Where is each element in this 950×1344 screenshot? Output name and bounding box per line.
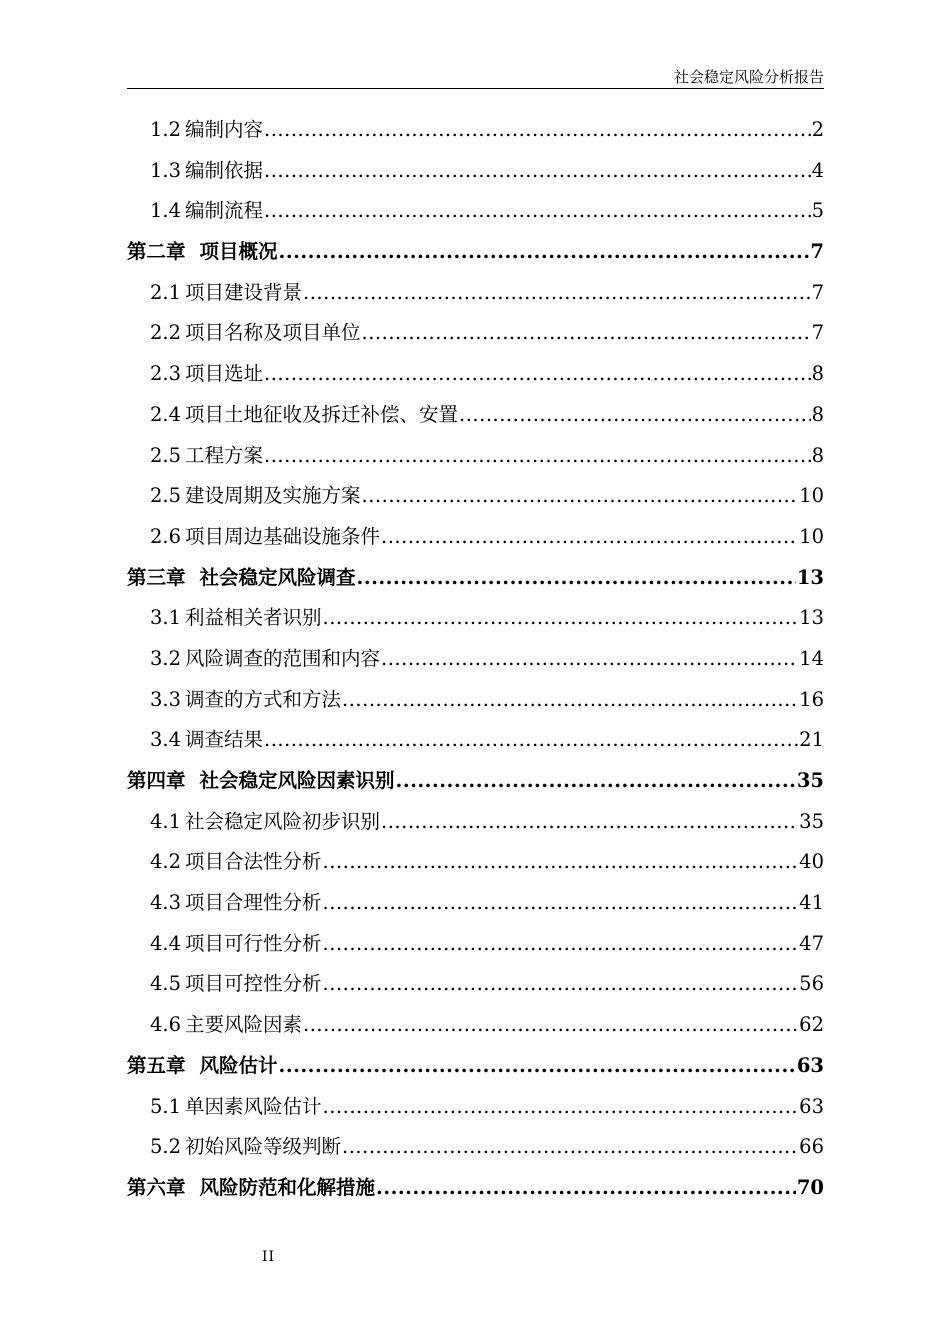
toc-entry-number: 第二章 [127,240,186,264]
toc-dot-leader [323,964,799,1005]
toc-entry-title: 工程方案 [185,443,264,467]
toc-entry-title: 项目名称及项目单位 [185,321,361,345]
toc-chapter-entry[interactable] [127,1168,824,1209]
toc-entry-number: 3.4 [150,728,182,752]
toc-section-entry[interactable] [127,476,824,517]
toc-dot-leader [376,1168,796,1209]
toc-entry-page: 8 [811,402,824,426]
toc-entry-page: 41 [799,891,824,915]
toc-section-entry[interactable] [127,354,824,395]
toc-entry-title: 项目合法性分析 [185,850,322,874]
toc-dot-leader [362,476,799,517]
toc-entry-page: 63 [796,1053,824,1077]
toc-section-entry[interactable] [127,1087,824,1128]
toc-entry-page: 8 [811,443,824,467]
toc-entry-number: 3.3 [150,687,182,711]
header-title: 社会稳定风险分析报告 [673,68,824,86]
toc-dot-leader [381,802,798,843]
toc-dot-leader [323,842,799,883]
toc-dot-leader [264,151,811,192]
toc-chapter-entry[interactable] [127,558,824,599]
toc-entry-page: 7 [811,321,824,345]
toc-section-entry[interactable] [127,598,824,639]
toc-dot-leader [342,680,798,721]
toc-entry-page: 35 [799,809,824,833]
toc-dot-leader [323,924,799,965]
toc-entry-page: 13 [799,606,824,630]
toc-dot-leader [264,191,811,232]
toc-entry-title: 项目选址 [185,362,264,386]
toc-entry-title: 编制依据 [185,158,264,182]
toc-section-entry[interactable] [127,395,824,436]
toc-entry-page: 14 [799,646,824,670]
toc-entry-title: 利益相关者识别 [185,606,322,630]
toc-dot-leader [362,313,811,354]
toc-entry-number: 4.2 [150,850,182,874]
toc-entry-number: 2.1 [150,280,182,304]
toc-dot-leader [459,395,811,436]
toc-entry-page: 63 [799,1094,824,1118]
toc-entry-page: 7 [811,280,824,304]
toc-entry-page: 56 [799,972,824,996]
toc-entry-number: 1.4 [150,199,182,223]
toc-entry-title: 建设周期及实施方案 [185,484,361,508]
toc-entry-title: 社会稳定风险初步识别 [185,809,381,833]
toc-entry-number: 4.5 [150,972,182,996]
toc-entry-page: 4 [811,158,824,182]
toc-dot-leader [264,720,798,761]
toc-entry-page: 2 [811,118,824,141]
toc-entry-number: 1.2 [150,118,182,141]
page-header [127,66,824,89]
toc-entry-title: 编制内容 [185,118,264,141]
toc-entry-number: 2.5 [150,484,182,508]
toc-entry-title: 风险调查的范围和内容 [185,646,381,670]
toc-section-entry[interactable] [127,191,824,232]
toc-entry-page: 8 [811,362,824,386]
toc-section-entry[interactable] [127,517,824,558]
toc-entry-title: 社会稳定风险因素识别 [199,769,395,792]
toc-entry-number: 第四章 [127,769,186,792]
toc-entry-title: 单因素风险估计 [185,1094,322,1118]
toc-entry-title: 风险防范和化解措施 [199,1175,376,1199]
toc-entry-title: 初始风险等级判断 [185,1135,342,1159]
toc-entry-page: 35 [796,769,824,792]
toc-entry-number: 5.1 [150,1094,182,1118]
toc-entry-page: 66 [799,1135,824,1159]
toc-dot-leader [381,517,798,558]
toc-dot-leader [279,232,810,273]
toc-entry-number: 2.3 [150,362,182,386]
toc-entry-number: 第三章 [127,565,186,589]
toc-dot-leader [396,761,796,802]
toc-dot-leader [357,558,796,599]
toc-dot-leader [323,1087,799,1128]
toc-entry-page: 47 [799,931,824,955]
toc-section-entry[interactable] [127,720,824,761]
toc-entry-title: 项目合理性分析 [185,891,322,915]
toc-entry-number: 4.6 [150,1013,182,1037]
toc-entry-title: 主要风险因素 [185,1013,303,1037]
toc-entry-title: 社会稳定风险调查 [199,565,356,589]
toc-dot-leader [342,1127,798,1168]
toc-entry-number: 4.1 [150,809,182,833]
toc-entry-number: 3.1 [150,606,182,630]
toc-entry-title: 风险估计 [199,1053,278,1077]
toc-entry-number: 2.5 [150,443,182,467]
toc-entry-number: 5.2 [150,1135,182,1159]
toc-entry-number: 2.6 [150,524,182,548]
toc-entry-page: 10 [799,524,824,548]
toc-entry-title: 项目可行性分析 [185,931,322,955]
toc-entry-title: 项目土地征收及拆迁补偿、安置 [185,402,459,426]
toc-section-entry[interactable] [127,110,824,151]
toc-entry-number: 2.4 [150,402,182,426]
toc-entry-title: 编制流程 [185,199,264,223]
toc-entry-page: 40 [799,850,824,874]
toc-section-entry[interactable] [127,436,824,477]
toc-entry-page: 5 [811,199,824,223]
toc-dot-leader [303,1005,798,1046]
toc-entry-title: 项目可控性分析 [185,972,322,996]
toc-entry-page: 21 [799,728,824,752]
toc-dot-leader [381,639,798,680]
toc-entry-title: 调查结果 [185,728,264,752]
toc-entry-title: 项目周边基础设施条件 [185,524,381,548]
toc-section-entry[interactable] [127,964,824,1005]
footer-page-number: II [262,1249,276,1265]
toc-chapter-entry[interactable] [127,1046,824,1087]
toc-dot-leader [264,436,811,477]
toc-entry-page: 10 [799,484,824,508]
toc-section-entry[interactable] [127,802,824,843]
toc-entry-number: 1.3 [150,158,182,182]
toc-dot-leader [279,1046,796,1087]
toc-entry-title: 项目建设背景 [185,280,303,304]
table-of-contents [127,110,824,1209]
toc-dot-leader [323,598,799,639]
toc-section-entry[interactable] [127,151,824,192]
toc-dot-leader [264,354,811,395]
toc-entry-title: 调查的方式和方法 [185,687,342,711]
toc-chapter-entry[interactable] [127,232,824,273]
toc-entry-page: 13 [796,565,824,589]
toc-section-entry[interactable] [127,639,824,680]
toc-entry-number: 4.4 [150,931,182,955]
toc-section-entry[interactable] [127,1127,824,1168]
toc-section-entry[interactable] [127,842,824,883]
toc-entry-number: 第五章 [127,1053,186,1077]
toc-section-entry[interactable] [127,883,824,924]
toc-section-entry[interactable] [127,1005,824,1046]
toc-dot-leader [303,273,811,314]
toc-entry-page: 16 [799,687,824,711]
toc-dot-leader [264,110,811,151]
toc-section-entry[interactable] [127,924,824,965]
toc-section-entry[interactable] [127,680,824,721]
toc-entry-page: 62 [799,1013,824,1037]
toc-entry-number: 第六章 [127,1175,186,1199]
toc-entry-number: 3.2 [150,646,182,670]
toc-dot-leader [323,883,799,924]
toc-entry-number: 4.3 [150,891,182,915]
toc-entry-page: 7 [810,240,824,264]
toc-section-entry[interactable] [127,313,824,354]
toc-chapter-entry[interactable] [127,761,824,802]
toc-entry-page: 70 [796,1175,824,1199]
toc-entry-title: 项目概况 [199,240,278,264]
toc-section-entry[interactable] [127,273,824,314]
toc-entry-number: 2.2 [150,321,182,345]
